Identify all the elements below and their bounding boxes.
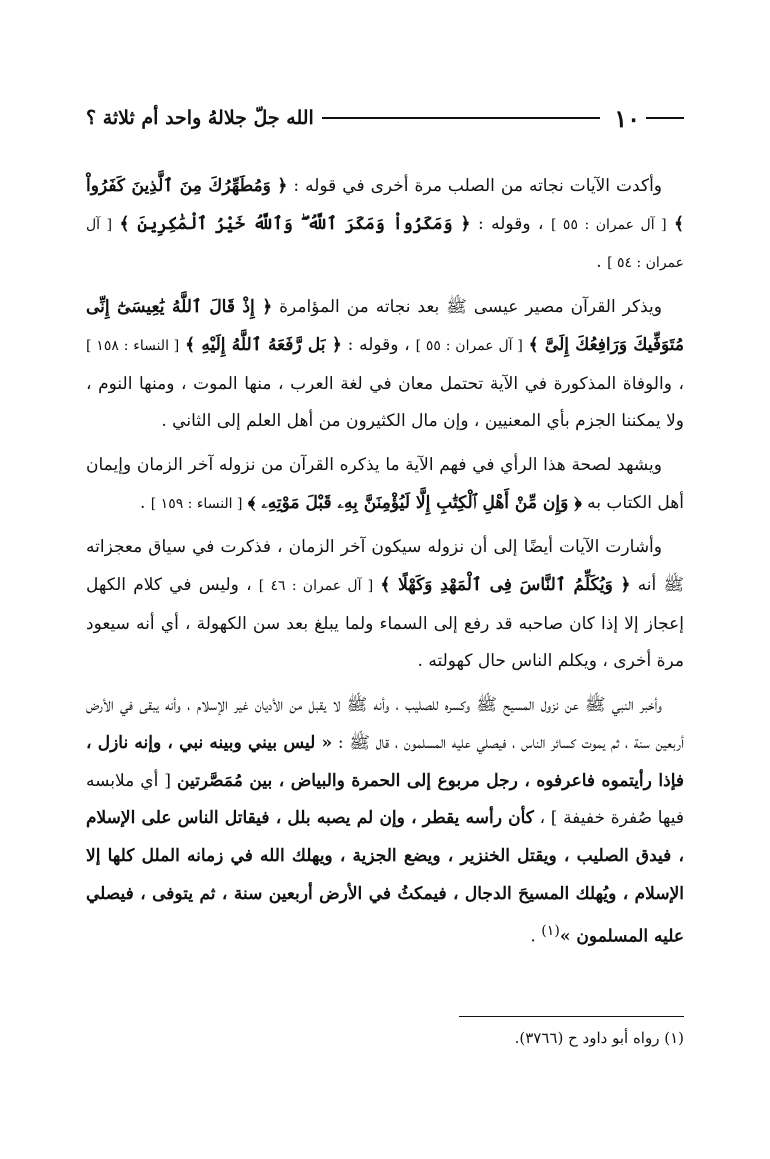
running-title: الله جلّ جلالهُ واحد أم ثلاثة ؟ [86, 107, 314, 129]
paragraph-4 [86, 529, 684, 681]
text: ويشهد لصحة هذا الرأي في فهم الآية ما يذكره القرآن من نزوله آخر الزمان وإيمان أهل الكتاب به [86, 454, 684, 513]
text: وأخبر النبي ﷺ عن نزول المسيح ﷺ وكسره للصليب ، وأنه ﷺ لا يقبل من الأديان غير الإسلام ، وأنه يبقى في الأرض أربعين سنة ، ثم يموت كسائر الناس ، فيصلي عليه المسلمون ، قال ﷺ : [86, 695, 684, 753]
quran-verse: ﴿ وَيُكَلِّمُ ٱلنَّاسَ فِى ٱلْمَهْدِ وَكَهْلًا ﴾ [380, 575, 631, 596]
text: . [530, 927, 542, 948]
text: [ أي ملابسه فيها صُفرة خفيفة ] ، [86, 770, 684, 829]
body-text [86, 168, 684, 963]
quran-verse: ﴿ وَمُطَهِّرُكَ مِنَ ٱلَّذِينَ كَفَرُواْ ﴾ [86, 176, 685, 234]
hadith-quote: كأن رأسه يقطر ، وإن لم يصبه بلل ، فيقاتل الناس على الإسلام ، فيدق الصليب ، ويقتل الخنزير ، ويضع الجزية ، ويهلك الله في زمانه الملل كلها إلا الإسلام ، ويُهلك المسيحَ الدجال ، فيمكثُ في الأرض أربعين سنة ، ثم يتوفى ، فيصلي عليه المسلمون » [86, 808, 684, 948]
quran-verse: ﴿ بَل رَّفَعَهُ ٱللَّهُ إِلَيْهِ ﴾ [185, 334, 342, 355]
text: ، وليس في كلام الكهل إعجاز إلا إذا كان صاحبه قد رفع إلى السماء ولما يبلغ بعد سن الكهولة ، أي أنه سيعود مرة أخرى ، ويكلم الناس حال كهولته . [86, 575, 684, 672]
page-number: ١٠ [614, 103, 640, 133]
paragraph-1 [86, 168, 684, 283]
text: وأكدت الآيات نجاته من الصلب مرة أخرى في قوله : [287, 176, 662, 196]
header-rule-long [322, 117, 600, 119]
verse-reference: [ آل عمران : ٥٥ ] [550, 216, 667, 233]
footnote: (١) رواه أبو داود ح (٣٧٦٦). [514, 1029, 684, 1047]
running-header [86, 98, 684, 138]
text: . [596, 252, 608, 273]
text [112, 214, 119, 234]
text: . [139, 492, 151, 513]
quran-verse: ﴿ وَإِن مِّنْ أَهْلِ ٱلْكِتَٰبِ إِلَّا لَيُؤْمِنَنَّ بِهِۦ قَبْلَ مَوْتِهِۦ ﴾ [247, 492, 582, 513]
paragraph-2 [86, 289, 684, 441]
text: ، والوفاة المذكورة في الآية تحتمل معان في لغة العرب ، منها الموت ، ومنها النوم ، ولا يمكننا الجزم بأي المعنيين ، وإن مال الكثيرون من أهل العلم إلى الثاني . [86, 373, 684, 432]
footnote-rule [459, 1016, 684, 1017]
header-rule-short [646, 117, 684, 119]
paragraph-3 [86, 447, 684, 523]
text [667, 214, 674, 234]
verse-reference: [ النساء : ١٥٩ ] [150, 495, 243, 512]
quran-verse: ﴿ وَمَكَرُواْ وَمَكَرَ ٱللَّهُ ۖ وَٱللَّهُ خَيْرُ ٱلْمَٰكِرِينَ ﴾ [119, 213, 471, 234]
text: ويذكر القرآن مصير عيسى ﷺ بعد نجاته من المؤامرة [272, 297, 662, 318]
quran-verse: ﴿ إِذْ قَالَ ٱللَّهُ يَٰعِيسَىٰٓ إِنِّى مُتَوَفِّيكَ وَرَافِعُكَ إِلَىَّ ﴾ [86, 297, 684, 355]
text: ، وقوله : [341, 334, 416, 355]
verse-reference: [ النساء : ١٥٨ ] [86, 337, 180, 354]
hadith-quote: « ليس بيني وبينه نبي ، وإنه نازل ، فإذا رأيتموه فاعرفوه ، رجل مربوع إلى الحمرة والبياض ، بين مُمَصَّرتين [86, 732, 684, 791]
paragraph-5 [86, 687, 684, 957]
verse-reference: [ آل عمران : ٥٤ ] [86, 216, 684, 272]
verse-reference: [ آل عمران : ٤٦ ] [258, 578, 374, 595]
text: ، وقوله : [470, 213, 551, 234]
verse-reference: [ آل عمران : ٥٥ ] [415, 337, 523, 354]
footnote-marker: (١) [541, 923, 560, 940]
text: وأشارت الآيات أيضًا إلى أن نزوله سيكون آخر الزمان ، فذكرت في سياق معجزاته ﷺ أنه [86, 537, 685, 596]
